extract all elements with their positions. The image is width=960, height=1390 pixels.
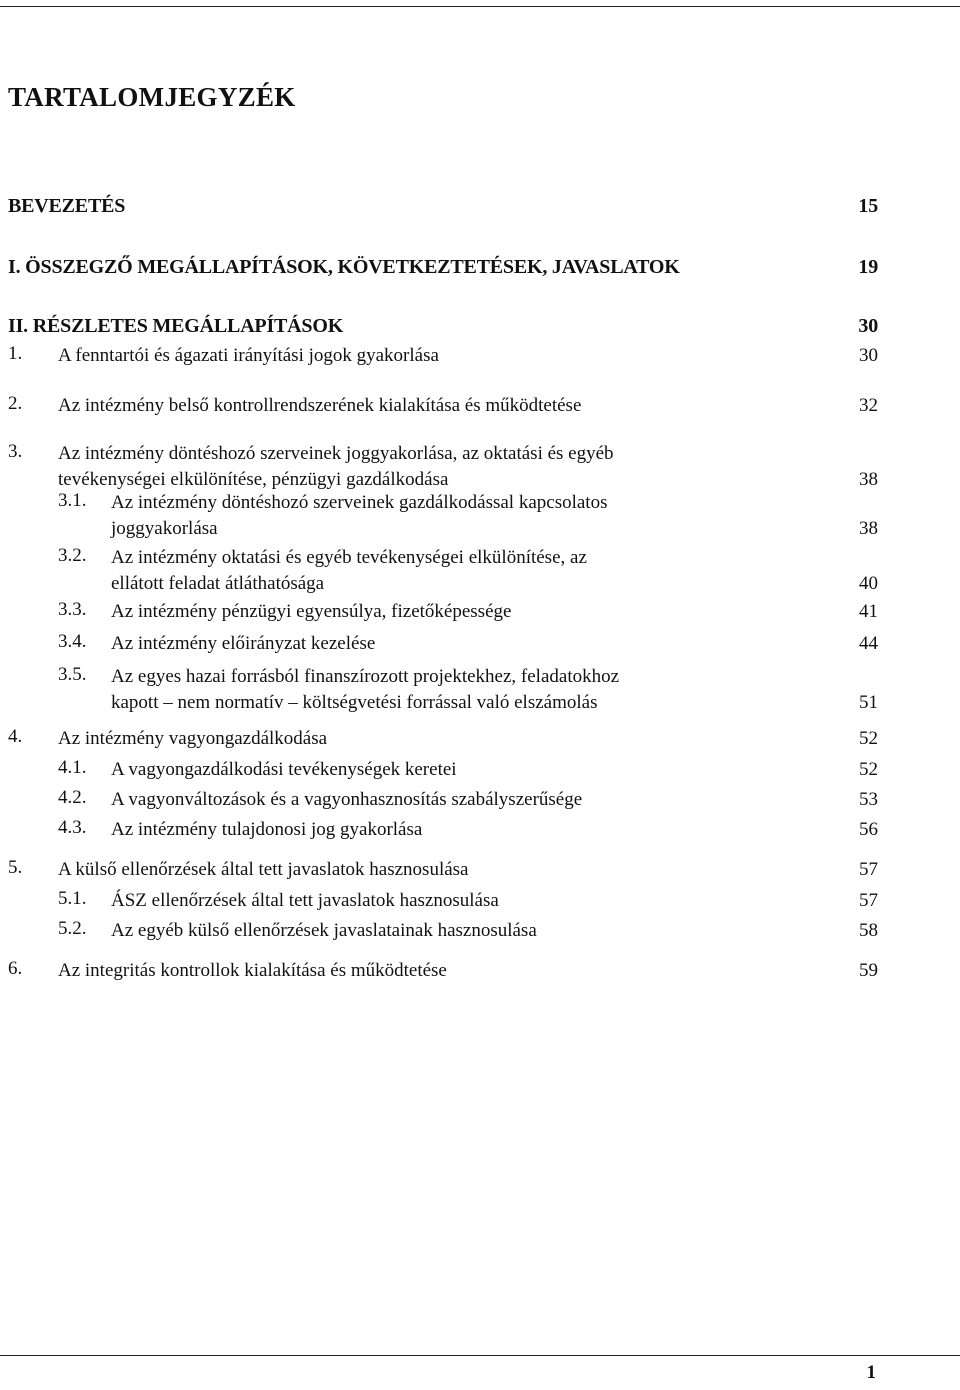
toc-entry-number: 4.1. bbox=[58, 757, 87, 778]
toc-entry-page: 53 bbox=[859, 789, 878, 810]
toc-entry-title-line: kapott – nem normatív – költségvetési forrással való elszámolás bbox=[111, 692, 598, 713]
toc-entry-title-line: BEVEZETÉS bbox=[8, 195, 126, 217]
toc-entry-number: 4. bbox=[8, 726, 23, 747]
toc-entry-title-line: A vagyongazdálkodási tevékenységek keretei bbox=[111, 759, 457, 780]
toc-entry-number: 4.2. bbox=[58, 787, 87, 808]
toc-entry-title bbox=[58, 958, 447, 984]
toc-entry-title bbox=[111, 918, 537, 944]
toc-entry-number: 3.4. bbox=[58, 631, 87, 652]
toc-entry-number: 5. bbox=[8, 857, 23, 878]
toc-entry-title bbox=[111, 787, 582, 813]
top-rule bbox=[0, 6, 960, 7]
toc-entry-page: 44 bbox=[859, 633, 878, 654]
toc-entry-number: 3.2. bbox=[58, 545, 87, 566]
footer-page-number: 1 bbox=[866, 1362, 876, 1383]
toc-entry-title bbox=[58, 857, 469, 883]
toc-entry-number: 3.3. bbox=[58, 599, 87, 620]
toc-entry-number: 3. bbox=[8, 441, 23, 462]
toc-entry-title-line: Az intézmény oktatási és egyéb tevékenységei elkülönítése, az bbox=[111, 547, 587, 568]
toc-entry-number: 3.5. bbox=[58, 664, 87, 685]
toc-entry-title bbox=[111, 664, 619, 716]
toc-entry-title bbox=[111, 490, 607, 542]
toc-entry-title-line: Az intézmény döntéshozó szerveinek gazdálkodással kapcsolatos bbox=[111, 492, 608, 513]
toc-entry-title-line: Az intézmény előirányzat kezelése bbox=[111, 633, 376, 654]
toc-entry-title-line: tevékenységei elkülönítése, pénzügyi gazdálkodása bbox=[58, 469, 449, 490]
page-title: TARTALOMJEGYZÉK bbox=[8, 82, 296, 112]
toc-entry-title-line: A fenntartói és ágazati irányítási jogok gyakorlása bbox=[58, 345, 439, 366]
toc-entry-number: 2. bbox=[8, 393, 23, 414]
toc-entry-title-line: Az egyes hazai forrásból finanszírozott projektekhez, feladatokhoz bbox=[111, 666, 620, 687]
toc-entry-number: 4.3. bbox=[58, 817, 87, 838]
toc-entry-number: 5.2. bbox=[58, 918, 87, 939]
toc-entry-page: 38 bbox=[859, 518, 878, 539]
toc-entry-title bbox=[58, 441, 614, 493]
toc-entry-page: 40 bbox=[859, 573, 878, 594]
toc-entry-page: 15 bbox=[858, 195, 878, 217]
toc-entry-title-line: Az intézmény vagyongazdálkodása bbox=[58, 728, 328, 749]
toc-entry-page: 52 bbox=[859, 759, 878, 780]
toc-entry-title bbox=[58, 393, 581, 419]
toc-entry-title-line: Az egyéb külső ellenőrzések javaslatainak hasznosulása bbox=[111, 920, 537, 941]
toc-entry-title-line: I. ÖSSZEGZŐ MEGÁLLAPÍTÁSOK, KÖVETKEZTETÉSEK, JAVASLATOK bbox=[8, 256, 680, 278]
toc-entry-title bbox=[111, 631, 375, 657]
toc-entry-title-line: Az intézmény döntéshozó szerveinek joggyakorlása, az oktatási és egyéb bbox=[58, 443, 614, 464]
toc-entry-title-line: Az intézmény belső kontrollrendszerének kialakítása és működtetése bbox=[58, 395, 582, 416]
toc-entry-number: 5.1. bbox=[58, 888, 87, 909]
toc-entry-title bbox=[8, 313, 343, 339]
toc-entry-page: 32 bbox=[859, 395, 878, 416]
toc-entry-title bbox=[111, 599, 511, 625]
toc-entry-title bbox=[58, 726, 327, 752]
toc-entry-title bbox=[111, 888, 499, 914]
toc-entry-title bbox=[111, 545, 587, 597]
toc-entry-title-line: ÁSZ ellenőrzések által tett javaslatok hasznosulása bbox=[111, 890, 499, 911]
toc-entry-page: 38 bbox=[859, 469, 878, 490]
toc-entry-number: 3.1. bbox=[58, 490, 87, 511]
toc-entry-title-line: II. RÉSZLETES MEGÁLLAPÍTÁSOK bbox=[8, 315, 344, 337]
toc-entry-title-line: Az intézmény pénzügyi egyensúlya, fizetőképessége bbox=[111, 601, 512, 622]
toc-entry-title bbox=[111, 817, 422, 843]
toc-entry-number: 1. bbox=[8, 343, 23, 364]
toc-entry-title bbox=[111, 757, 457, 783]
toc-entry-page: 52 bbox=[859, 728, 878, 749]
toc-entry-title bbox=[58, 343, 439, 369]
toc-entry-page: 19 bbox=[858, 256, 878, 278]
toc-entry-page: 30 bbox=[858, 315, 878, 337]
toc-entry-page: 41 bbox=[859, 601, 878, 622]
toc-entry-page: 57 bbox=[859, 859, 878, 880]
toc-entry-page: 51 bbox=[859, 692, 878, 713]
toc-entry-page: 30 bbox=[859, 345, 878, 366]
toc-entry-number: 6. bbox=[8, 958, 23, 979]
toc-entry-page: 58 bbox=[859, 920, 878, 941]
toc-entry-title-line: Az integritás kontrollok kialakítása és működtetése bbox=[58, 960, 447, 981]
toc-entry-title-line: Az intézmény tulajdonosi jog gyakorlása bbox=[111, 819, 423, 840]
toc-entry-title-line: A külső ellenőrzések által tett javaslatok hasznosulása bbox=[58, 859, 469, 880]
toc-entry-title bbox=[8, 254, 680, 280]
toc-entry-title-line: joggyakorlása bbox=[111, 518, 218, 539]
toc-entry-page: 56 bbox=[859, 819, 878, 840]
toc-entry-page: 59 bbox=[859, 960, 878, 981]
bottom-rule bbox=[0, 1355, 960, 1356]
toc-entry-title-line: A vagyonváltozások és a vagyonhasznosítás szabályszerűsége bbox=[111, 789, 583, 810]
toc-entry-title bbox=[8, 193, 125, 219]
toc-entry-page: 57 bbox=[859, 890, 878, 911]
toc-entry-title-line: ellátott feladat átláthatósága bbox=[111, 573, 325, 594]
